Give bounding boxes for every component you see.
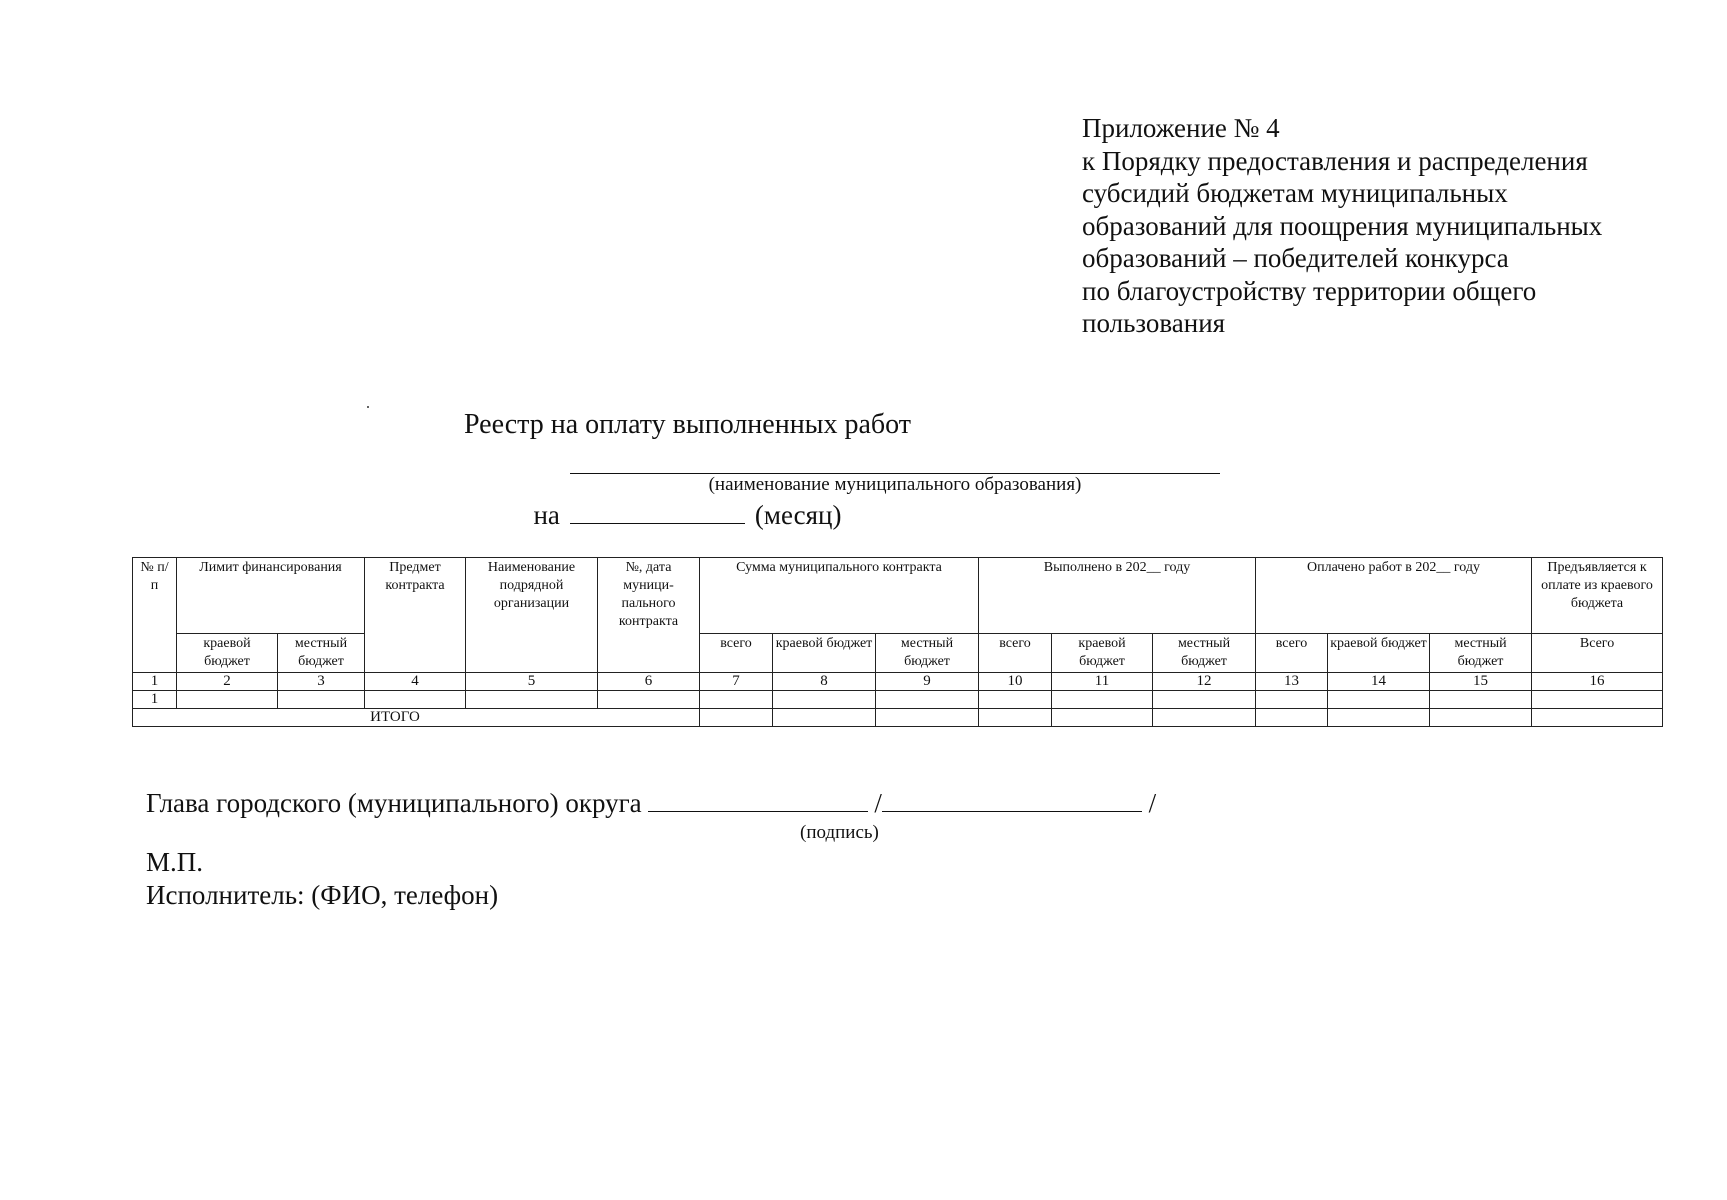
- header-contractor: Наименование подрядной организации: [466, 558, 598, 673]
- subheader-limit-regional: краевой бюджет: [177, 634, 278, 673]
- table-cell: [466, 691, 598, 709]
- subheader-done-total: всего: [979, 634, 1052, 673]
- header-claim: Предъявляется к оплате из краевого бюджета: [1532, 558, 1663, 634]
- column-number: 14: [1328, 673, 1430, 691]
- subheader-done-regional: краевой бюджет: [1052, 634, 1153, 673]
- stamp-place: М.П.: [146, 847, 204, 877]
- table-cell: [1532, 691, 1663, 709]
- column-number: 8: [773, 673, 876, 691]
- total-label-text: ИТОГО: [370, 709, 420, 725]
- month-prefix: на: [533, 500, 560, 530]
- column-number: 10: [979, 673, 1052, 691]
- subheader-claim-total: Всего: [1532, 634, 1663, 673]
- subheader-sum-total: всего: [700, 634, 773, 673]
- table-cell: [1052, 709, 1153, 727]
- table-cell: [876, 691, 979, 709]
- row-number: 1: [133, 691, 177, 709]
- table-cell: [177, 691, 278, 709]
- column-number: 9: [876, 673, 979, 691]
- table-cell: [1430, 709, 1532, 727]
- appendix-line: к Порядку предоставления и распределения: [1082, 145, 1588, 176]
- column-number: 3: [278, 673, 365, 691]
- total-row: [133, 709, 1663, 727]
- table-cell: [1052, 691, 1153, 709]
- subheader-paid-total: всего: [1256, 634, 1328, 673]
- org-name-caption: (наименование муниципального образования): [708, 474, 1082, 495]
- table-cell: [278, 691, 365, 709]
- column-number: 11: [1052, 673, 1153, 691]
- table-cell: [1153, 709, 1256, 727]
- signature-slash: /: [1148, 788, 1157, 818]
- signature-line: [146, 786, 1156, 820]
- header-completed: Выполнено в 202__ году: [979, 558, 1256, 634]
- header-num: № п/ п: [133, 558, 177, 673]
- signature-blank: [648, 787, 868, 812]
- subheader-done-local: местный бюджет: [1153, 634, 1256, 673]
- table-cell: [1328, 709, 1430, 727]
- table-cell: [773, 709, 876, 727]
- table-cell: [598, 691, 700, 709]
- month-blank: [570, 501, 745, 524]
- signature-label: Глава городского (муниципального) округа: [146, 788, 642, 818]
- table-cell: [700, 709, 773, 727]
- table-cell: [700, 691, 773, 709]
- table-cell: [1256, 691, 1328, 709]
- subheader-limit-local: местный бюджет: [278, 634, 365, 673]
- column-number: 13: [1256, 673, 1328, 691]
- table-cell: [1153, 691, 1256, 709]
- table-cell: [1532, 709, 1663, 727]
- table-cell: [773, 691, 876, 709]
- table-row: [133, 691, 1663, 709]
- table-cell: [979, 709, 1052, 727]
- header-limit: Лимит финансирования: [177, 558, 365, 634]
- document-title: Реестр на оплату выполненных работ: [463, 409, 912, 440]
- subheader-paid-local: местный бюджет: [1430, 634, 1532, 673]
- column-number: 4: [365, 673, 466, 691]
- header-subject: Предмет контракта: [365, 558, 466, 673]
- appendix-line: по благоустройству территории общего: [1082, 275, 1537, 306]
- header-contract-no: №, дата муници-пального контракта: [598, 558, 700, 673]
- signature-caption: (подпись): [800, 822, 879, 843]
- column-number: 16: [1532, 673, 1663, 691]
- table-cell: [1430, 691, 1532, 709]
- appendix-line: образований – победителей конкурса: [1082, 243, 1509, 273]
- column-number: 5: [466, 673, 598, 691]
- name-blank: [882, 787, 1142, 812]
- subheader-sum-regional: краевой бюджет: [773, 634, 876, 673]
- appendix-line: образований для поощрения муниципальных: [1082, 210, 1603, 241]
- appendix-header: [1082, 112, 1602, 340]
- subheader-sum-local: местный бюджет: [876, 634, 979, 673]
- table-subheader-row: [133, 634, 1663, 673]
- executor-line: Исполнитель: (ФИО, телефон): [146, 880, 499, 910]
- month-line: [0, 498, 1375, 532]
- table-cell: [876, 709, 979, 727]
- column-number: 15: [1430, 673, 1532, 691]
- total-label: [133, 709, 700, 727]
- column-number-row: [133, 673, 1663, 691]
- column-number: 6: [598, 673, 700, 691]
- appendix-line: пользования: [1082, 308, 1226, 338]
- table-cell: [1328, 691, 1430, 709]
- column-number: 1: [133, 673, 177, 691]
- appendix-line: Приложение № 4: [1082, 113, 1280, 143]
- signature-slash: /: [874, 788, 882, 818]
- subheader-paid-regional: краевой бюджет: [1328, 634, 1430, 673]
- column-number: 12: [1153, 673, 1256, 691]
- column-number: 7: [700, 673, 773, 691]
- header-contract-sum: Сумма муниципального контракта: [700, 558, 979, 634]
- month-suffix: (месяц): [754, 500, 842, 530]
- table-cell: [1256, 709, 1328, 727]
- column-number: 2: [177, 673, 278, 691]
- registry-table: [132, 557, 1663, 727]
- table-cell: [979, 691, 1052, 709]
- appendix-line: субсидий бюджетам муниципальных: [1082, 178, 1508, 208]
- table-cell: [365, 691, 466, 709]
- table-header-row: [133, 558, 1663, 634]
- header-paid: Оплачено работ в 202__ году: [1256, 558, 1532, 634]
